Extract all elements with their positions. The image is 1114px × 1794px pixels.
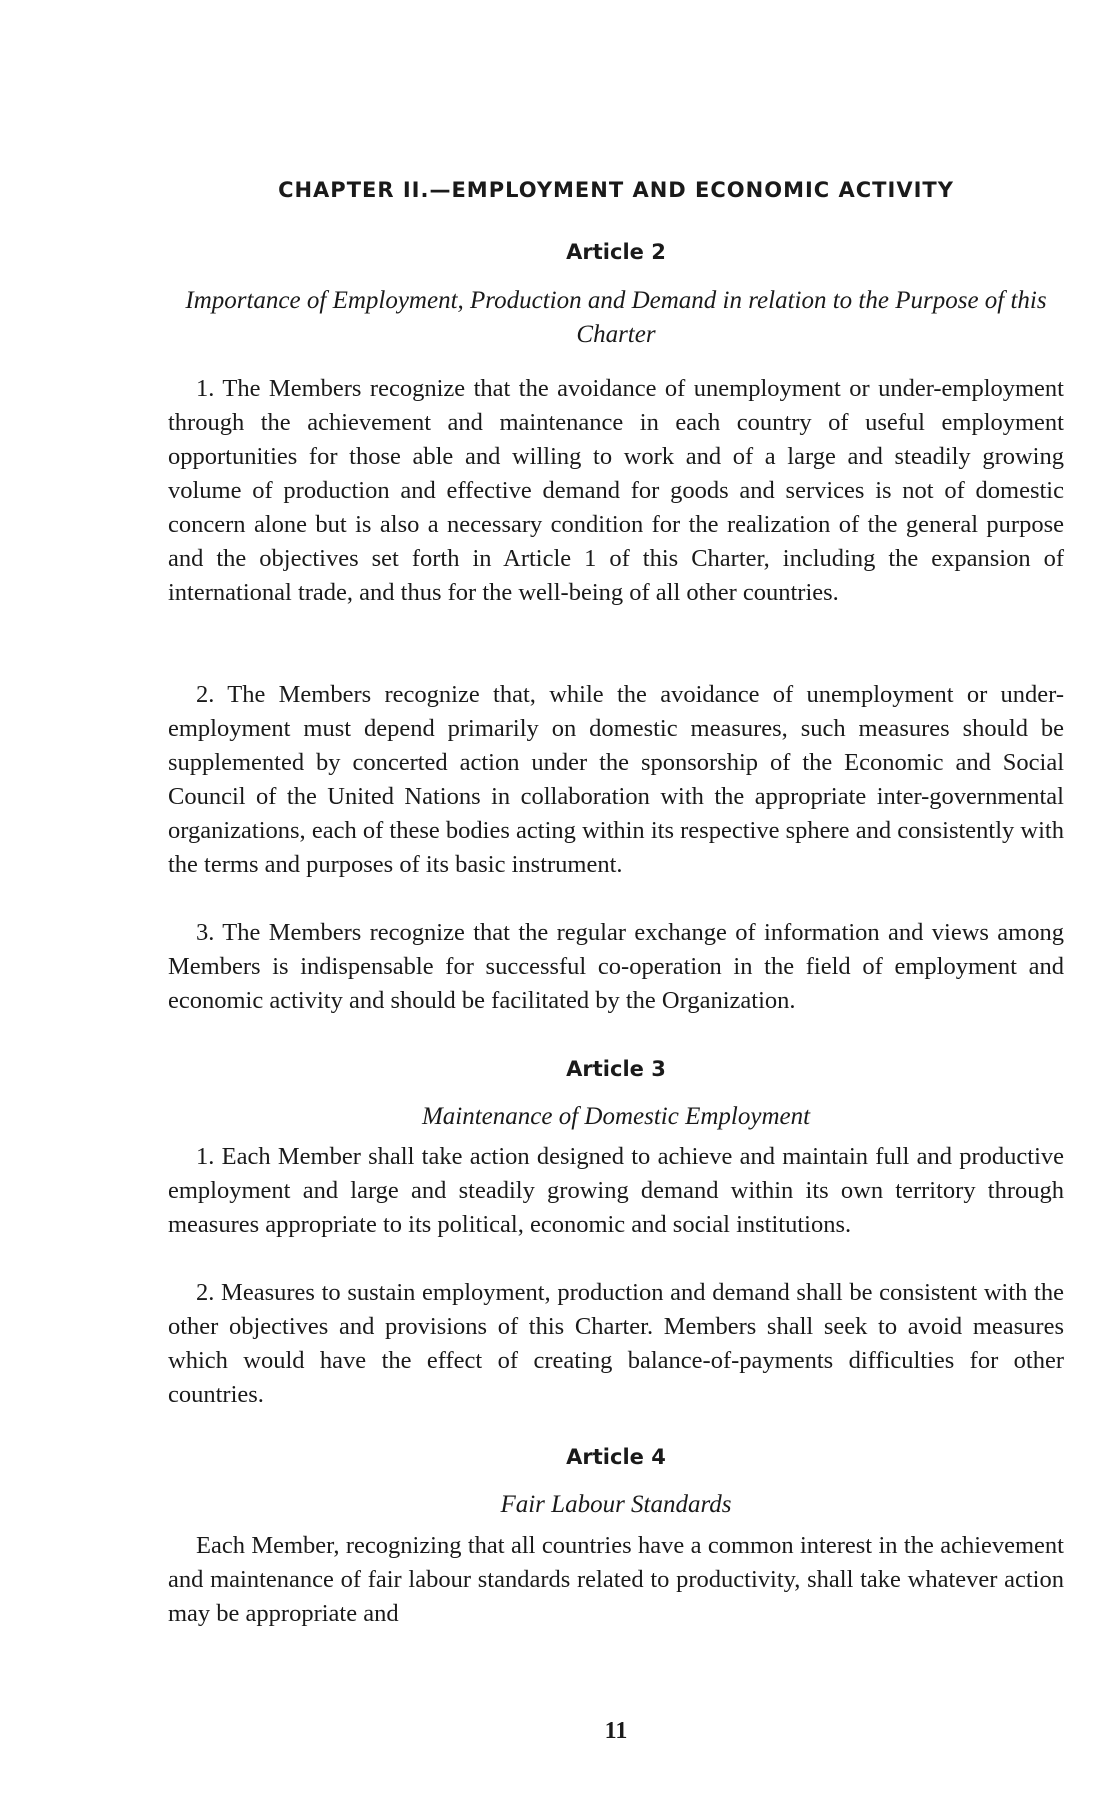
article-2-paragraph-3: 3. The Members recognize that the regular exchange of information and views among Members is indispensable for successful co-operation in the field of employment and economic activity and should be facilitated by the Organization. [168, 919, 1064, 1014]
article-3-title: Maintenance of Domestic Employment [421, 1103, 811, 1130]
article-2-title: Importance of Employment, Production and Demand in relation to the Purpose of this Charter [185, 287, 1047, 348]
article-3-heading: Article 3 [566, 1057, 666, 1081]
article-2-paragraph-1: 1. The Members recognize that the avoidance of unemployment or under-employment through the achievement and maintenance in each country of useful employment opportunities for those able and willing to work and of a large and steadily growing volume of production and effective demand for goods and services is not of domestic concern alone but is also a necessary condition for the realization of the general purpose and the objectives set forth in Article 1 of this Charter, including the expansion of international trade, and thus for the well-being of all other countries. [168, 375, 1064, 606]
chapter-heading: CHAPTER II.—EMPLOYMENT AND ECONOMIC ACTIVITY [278, 178, 954, 202]
article-2-paragraph-2: 2. The Members recognize that, while the avoidance of unemployment or under-employment must depend primarily on domestic measures, such measures should be supplemented by concerted action under the sponsorship of the Economic and Social Council of the United Nations in collaboration with the appropriate inter-governmental organizations, each of these bodies acting within its respective sphere and consistently with the terms and purposes of its basic instrument. [168, 681, 1064, 878]
article-2-heading: Article 2 [566, 240, 666, 264]
article-3-paragraph-1: 1. Each Member shall take action designed to achieve and maintain full and productive employment and large and steadily growing demand within its own territory through measures appropriate to its political, economic and social institutions. [168, 1143, 1064, 1238]
article-3-paragraph-2: 2. Measures to sustain employment, production and demand shall be consistent with the other objectives and provisions of this Charter. Members shall seek to avoid measures which would have the effect of creating balance-of-payments difficulties for other countries. [168, 1279, 1064, 1408]
article-4-paragraph-1: Each Member, recognizing that all countries have a common interest in the achievement and maintenance of fair labour standards related to productivity, shall take whatever action may be appropriate and [168, 1532, 1064, 1627]
article-4-heading: Article 4 [566, 1445, 666, 1469]
article-4-title: Fair Labour Standards [500, 1491, 732, 1518]
page-number: 11 [604, 1718, 628, 1744]
